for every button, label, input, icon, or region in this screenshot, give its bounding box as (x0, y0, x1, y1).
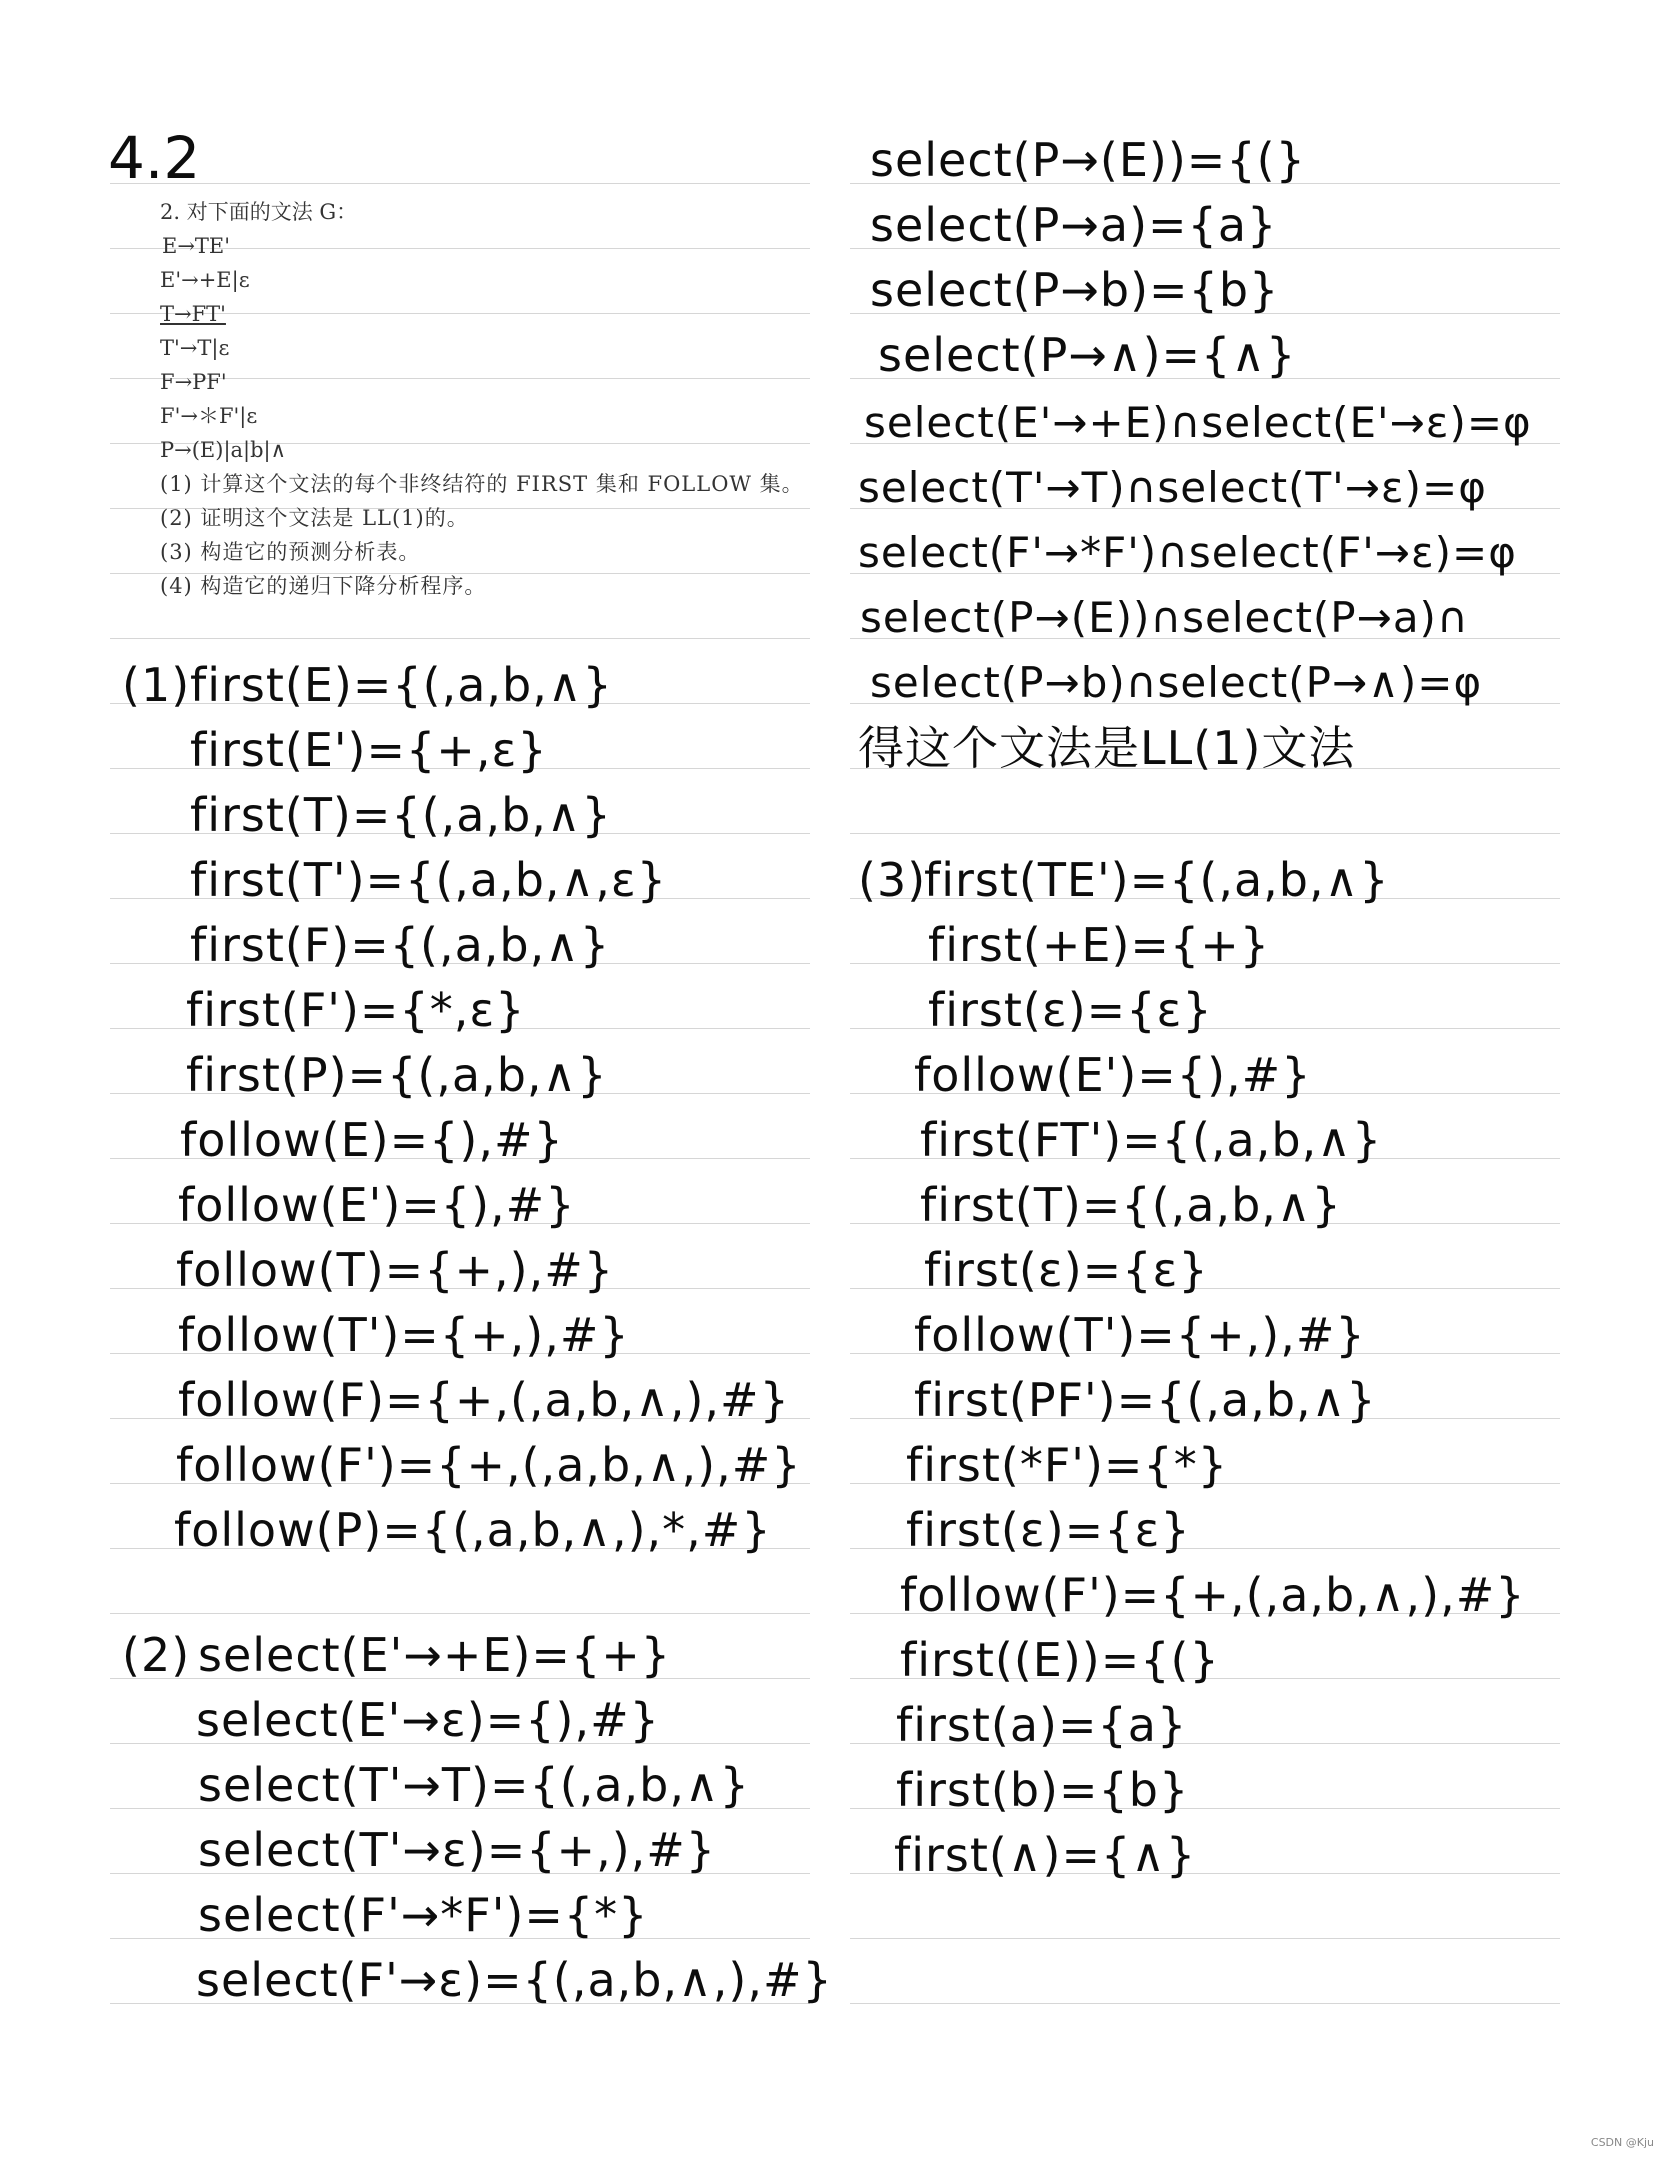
right-line: select(P→a)={a} (870, 198, 1278, 252)
part1-line: first(E')={+,ε} (190, 723, 548, 777)
watermark: CSDN @Kju (1590, 2136, 1654, 2149)
part1-line: follow(E')={),#} (178, 1178, 576, 1232)
right-line: select(P→∧)={∧} (878, 328, 1297, 382)
rule-line (850, 2003, 1560, 2004)
part1-line: first(P)={(,a,b,∧} (186, 1048, 608, 1102)
part1-line: first(T')={(,a,b,∧,ε} (190, 853, 667, 907)
part1-line: first(T)={(,a,b,∧} (190, 788, 612, 842)
right-line: select(P→b)∩select(P→∧)=φ (870, 658, 1483, 707)
part3-line: first(a)={a} (896, 1698, 1188, 1752)
right-line: select(E'→+E)∩select(E'→ε)=φ (864, 398, 1532, 447)
production-3: T'→T|ε (160, 336, 230, 360)
part2-line: select(F'→*F')={*} (198, 1888, 649, 1942)
part3-line: first(ε)={ε} (924, 1243, 1209, 1297)
production-4: F→PF' (160, 370, 227, 394)
part1-line: follow(F)={+,(,a,b,∧,),#} (178, 1373, 790, 1427)
part1-line: first(F)={(,a,b,∧} (190, 918, 611, 972)
part3-line: first(FT')={(,a,b,∧} (920, 1113, 1383, 1167)
part1-line: follow(E)={),#} (180, 1113, 564, 1167)
part2-line: select(E'→ε)={),#} (196, 1693, 660, 1747)
part3-line: first(PF')={(,a,b,∧} (914, 1373, 1377, 1427)
production-1: E'→+E|ε (160, 268, 250, 292)
production-0: E→TE' (162, 234, 231, 258)
part3-label: (3) (858, 853, 927, 907)
part3-line: first(ε)={ε} (906, 1503, 1191, 1557)
problem-heading: 2. 对下面的文法 G： (160, 200, 358, 224)
question-2: (2) 证明这个文法是 LL(1)的。 (160, 506, 469, 530)
part1-line: follow(F')={+,(,a,b,∧,),#} (176, 1438, 802, 1492)
part3-line: follow(E')={),#} (914, 1048, 1312, 1102)
part2-line: select(E'→+E)={+} (198, 1628, 672, 1682)
rule-line (850, 833, 1560, 834)
part2-line: select(F'→ε)={(,a,b,∧,),#} (196, 1953, 833, 2007)
right-line: select(T'→T)∩select(T'→ε)=φ (858, 463, 1487, 512)
production-6: P→(E)|a|b|∧ (160, 438, 286, 462)
part1-line: first(E)={(,a,b,∧} (190, 658, 613, 712)
part1-line: follow(T)={+,),#} (176, 1243, 615, 1297)
right-line: select(P→b)={b} (870, 263, 1280, 317)
rule-line (110, 1613, 810, 1614)
right-line: select(P→(E))={(} (870, 133, 1306, 187)
question-1: (1) 计算这个文法的每个非终结符的 FIRST 集和 FOLLOW 集。 (160, 472, 804, 496)
production-2: T→FT' (160, 302, 226, 326)
printed-problem (160, 195, 820, 603)
part2-line: select(T'→T)={(,a,b,∧} (198, 1758, 750, 1812)
right-line: select(P→(E))∩select(P→a)∩ (860, 593, 1469, 642)
part1-line: first(F')={*,ε} (186, 983, 526, 1037)
part3-line: first(TE')={(,a,b,∧} (924, 853, 1390, 907)
production-5: F'→＊F'|ε (160, 404, 258, 428)
question-4: (4) 构造它的递归下降分析程序。 (160, 574, 487, 598)
part3-line: follow(T')={+,),#} (914, 1308, 1366, 1362)
part2-line: select(T'→ε)={+,),#} (198, 1823, 717, 1877)
part3-line: first((E))={(} (900, 1633, 1220, 1687)
part1-line: follow(T')={+,),#} (178, 1308, 630, 1362)
part3-line: first(ε)={ε} (928, 983, 1213, 1037)
part3-line: first(∧)={∧} (894, 1828, 1197, 1882)
page-title: 4.2 (108, 124, 201, 192)
right-line: select(F'→*F')∩select(F'→ε)=φ (858, 528, 1517, 577)
part3-line: first(+E)={+} (928, 918, 1271, 972)
part3-line: first(b)={b} (896, 1763, 1190, 1817)
part1-label: (1) (122, 658, 191, 712)
part3-line: follow(F')={+,(,a,b,∧,),#} (900, 1568, 1526, 1622)
rule-line (110, 183, 810, 184)
part1-line: follow(P)={(,a,b,∧,),*,#} (174, 1503, 772, 1557)
part3-line: first(*F')={*} (906, 1438, 1228, 1492)
conclusion-line: 得这个文法是LL(1)文法 (858, 721, 1356, 775)
part3-line: first(T)={(,a,b,∧} (920, 1178, 1342, 1232)
rule-line (850, 1938, 1560, 1939)
part2-label: (2) (122, 1628, 191, 1682)
question-3: (3) 构造它的预测分析表。 (160, 540, 421, 564)
rule-line (110, 638, 810, 639)
